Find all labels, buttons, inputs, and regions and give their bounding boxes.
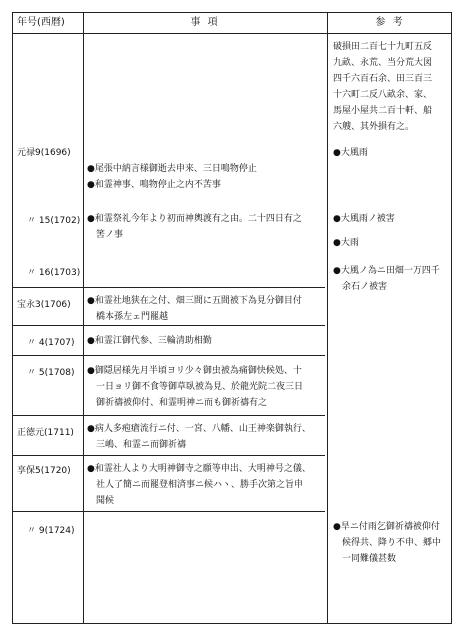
event-line: ●病人多疱瘡流行ニ付、一宮、八幡、山王神楽御執行、 bbox=[87, 424, 311, 434]
reference-line: ●旱ニ付雨乞御祈禱被仰付 bbox=[333, 522, 440, 532]
event-line: ●和霊江御代参、三輪清助相勤 bbox=[87, 336, 212, 346]
reference-line: 余石ノ被害 bbox=[333, 282, 388, 292]
row-rule bbox=[13, 355, 325, 356]
column-divider bbox=[327, 13, 328, 623]
year-cell: 〃 15(1702) bbox=[27, 216, 81, 226]
event-line: ●和霊社地狭在之付、畑三間に五間被下為見分御目付 bbox=[87, 296, 302, 306]
reference-line: 六艘、其外損有之。 bbox=[333, 122, 415, 132]
reference-line: 一同難儀甚数 bbox=[333, 554, 397, 564]
event-line: 聞候 bbox=[87, 496, 115, 506]
year-cell: 〃 5(1708) bbox=[27, 368, 75, 378]
event-line: ●和霊祭礼今年より初而神輿渡有之由。二十四日有之 bbox=[87, 214, 302, 224]
event-line: 御祈禱被仰付、和霊明神ニ而も御祈禱有之 bbox=[87, 398, 268, 408]
reference-line: 十六町二反八畝余、家、 bbox=[333, 90, 433, 100]
reference-line: 破損田二百七十九町五反 bbox=[333, 42, 433, 52]
reference-line: 候得共、降り不申、郷中 bbox=[333, 538, 442, 548]
reference-line: ●大風雨 bbox=[333, 148, 368, 158]
year-cell: 〃 16(1703) bbox=[27, 268, 81, 278]
reference-line: 四千六百石余、田三百三 bbox=[333, 74, 433, 84]
row-rule bbox=[13, 287, 325, 288]
event-line: ●尾張中納言様御逝去申来、三日鳴物停止 bbox=[87, 164, 257, 174]
year-cell: 享保5(1720) bbox=[17, 466, 71, 476]
notes-column-header: 参 考 bbox=[375, 17, 405, 28]
event-line: 橋本孫左ェ門罷越 bbox=[87, 312, 169, 322]
reference-line: ●大雨 bbox=[333, 238, 359, 248]
reference-line: 馬屋小屋共二百十軒、船 bbox=[333, 106, 433, 116]
reference-line: 九畝、永荒、当分荒大図 bbox=[333, 58, 433, 68]
event-line: ●御隠居様先月半頃ヨリ少々御虫被為痛御快候処、十 bbox=[87, 366, 302, 376]
row-rule bbox=[13, 455, 325, 456]
year-cell: 宝永3(1706) bbox=[17, 300, 71, 310]
event-line: 社人了簡ニ而罷登相済事ニ候ハヽ、勝手次第之旨申 bbox=[87, 480, 304, 490]
year-cell: 正徳元(1711) bbox=[17, 428, 74, 438]
row-rule bbox=[13, 415, 325, 416]
events-column-header: 事 項 bbox=[190, 17, 220, 28]
header-rule bbox=[13, 33, 451, 34]
event-line: 三嶋、和霊ニ而御祈禱 bbox=[87, 440, 187, 450]
year-cell: 〃 4(1707) bbox=[27, 338, 75, 348]
event-line: 一日ョリ御不食等御草臥被為見、於龍光院二夜三日 bbox=[87, 382, 304, 392]
year-cell: 〃 9(1724) bbox=[27, 526, 75, 536]
year-cell: 元禄9(1696) bbox=[17, 148, 71, 158]
reference-line: ●大風雨ノ被害 bbox=[333, 214, 395, 224]
chronology-table bbox=[12, 12, 452, 624]
event-line: ●和霊神事、鳴物停止之内不苦事 bbox=[87, 180, 221, 190]
event-line: 筈ノ事 bbox=[87, 230, 124, 240]
reference-line: ●大風ノ為ニ田畑一万四千 bbox=[333, 266, 440, 276]
year-column-header: 年号(西暦) bbox=[17, 17, 65, 28]
row-rule bbox=[13, 325, 325, 326]
event-line: ●和霊社人より大明神御寺之願等申出、大明神号之儀、 bbox=[87, 464, 311, 474]
column-divider bbox=[83, 13, 84, 623]
row-rule bbox=[13, 511, 325, 512]
